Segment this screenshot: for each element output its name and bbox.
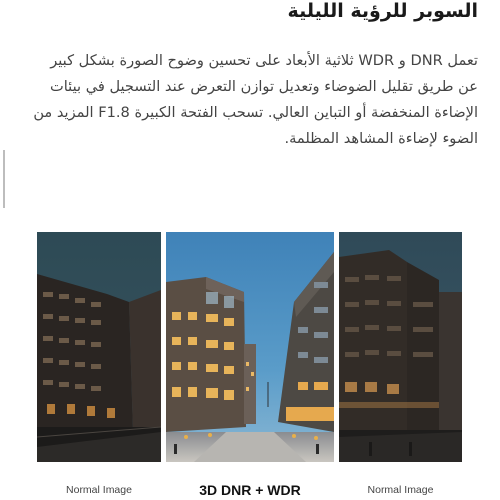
scroll-indicator[interactable] xyxy=(3,150,5,208)
comparison-image-center xyxy=(166,232,334,462)
caption-left: Normal Image xyxy=(66,484,132,496)
feature-description: تعمل DNR و WDR ثلاثية الأبعاد على تحسين وضوح الصورة بشكل كبير عن طريق تقليل الضوضاء وتعديل توازن التعرض عند التسجيل في بيئات الإضاءة المنخفضة أو التباين العالي. تسحب الفتحة الكبيرة F1.8 المزيد من الضوء لإضاءة المشاهد المظلمة. xyxy=(33,52,478,147)
section-heading: السوبر للرؤية الليلية xyxy=(287,0,478,22)
caption-right: Normal Image xyxy=(367,484,434,496)
comparison-image-left xyxy=(37,232,161,462)
comparison-image-right xyxy=(339,232,462,462)
caption-center: 3D DNR + WDR xyxy=(199,482,301,498)
